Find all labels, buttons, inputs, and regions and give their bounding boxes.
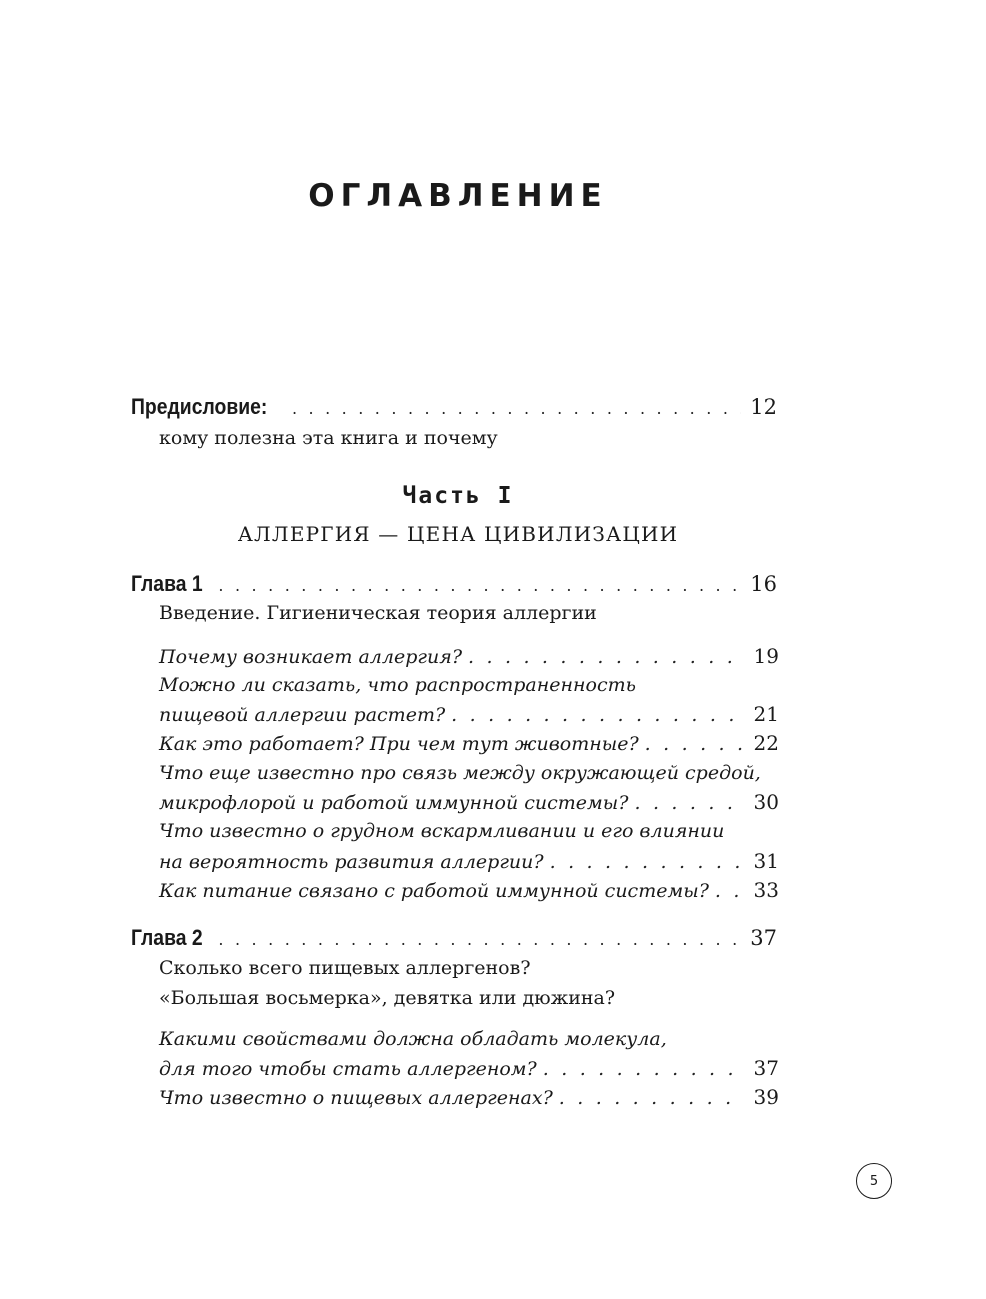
part-title: Часть I (402, 483, 514, 509)
leader-dots (559, 1083, 743, 1113)
toc-entry-section[interactable]: микрофлорой и работой иммунной системы? . . . 30 (159, 787, 779, 817)
toc-entry-section[interactable]: Как питание связано с работой иммунной системы? . . . 33 (159, 875, 779, 905)
leader-dots (550, 847, 743, 877)
leader-dots (292, 394, 741, 424)
page-number: 22 (753, 731, 779, 755)
page-number: 30 (753, 790, 779, 814)
leader-dots (468, 642, 743, 672)
leader-dots (645, 729, 743, 759)
chapter-subtitle: Сколько всего пищевых аллергенов? (159, 957, 531, 979)
leader-dots (715, 876, 743, 906)
toc-entry-section[interactable]: для того чтобы стать аллергеном? . . . 37 (159, 1053, 779, 1083)
page-number: 39 (753, 1085, 779, 1109)
toc-entry-section[interactable]: пищевой аллергии растет? . . . 21 (159, 699, 779, 729)
chapter-label: Глава 2 (131, 925, 203, 950)
toc-entry-section[interactable]: Почему возникает аллергия? . . . 19 (159, 641, 779, 671)
leader-dots (451, 700, 743, 730)
toc-entry-section[interactable]: Как это работает? При чем тут животные? . . . 22 (159, 728, 779, 758)
page-number-badge: 5 (856, 1163, 892, 1199)
toc-entry-section-line[interactable]: Можно ли сказать, что распространенность (159, 674, 636, 696)
toc-entry-section[interactable]: на вероятность развития аллергии? . . . 31 (159, 846, 779, 876)
toc-entry-section-line[interactable]: Что известно о грудном вскармливании и его влиянии (159, 820, 725, 842)
leader-dots (543, 1054, 743, 1084)
page-number: 37 (753, 1056, 779, 1080)
leader-dots (218, 571, 741, 601)
page-number: 12 (750, 395, 777, 419)
chapter-label: Глава 1 (131, 571, 203, 596)
toc-entry-section-line[interactable]: Что еще известно про связь между окружающей средой, (159, 762, 761, 784)
chapter-subtitle: Введение. Гигиеническая теория аллергии (159, 602, 597, 624)
leader-dots (218, 925, 741, 955)
toc-entry-preface[interactable] (131, 392, 777, 422)
page-number: 33 (753, 878, 779, 902)
page-number: 21 (753, 702, 779, 726)
toc-entry-section-line[interactable]: Какими свойствами должна обладать молекула, (159, 1028, 667, 1050)
page-title: ОГЛАВЛЕНИЕ (308, 178, 608, 214)
toc-entry-chapter-2[interactable] (131, 923, 777, 953)
page-number: 31 (753, 849, 779, 873)
page-number: 19 (753, 644, 779, 668)
toc-entry-chapter-1[interactable] (131, 569, 777, 599)
preface-subtitle: кому полезна эта книга и почему (159, 427, 498, 449)
toc-entry-section[interactable]: Что известно о пищевых аллергенах? . . . 39 (159, 1082, 779, 1112)
preface-label: Предисловие: (131, 394, 268, 419)
leader-dots (634, 788, 743, 818)
part-subtitle: АЛЛЕРГИЯ — ЦЕНА ЦИВИЛИЗАЦИИ (237, 522, 679, 546)
page-number: 16 (750, 572, 777, 596)
chapter-subtitle: «Большая восьмерка», девятка или дюжина? (159, 987, 616, 1009)
page-number: 37 (750, 926, 777, 950)
